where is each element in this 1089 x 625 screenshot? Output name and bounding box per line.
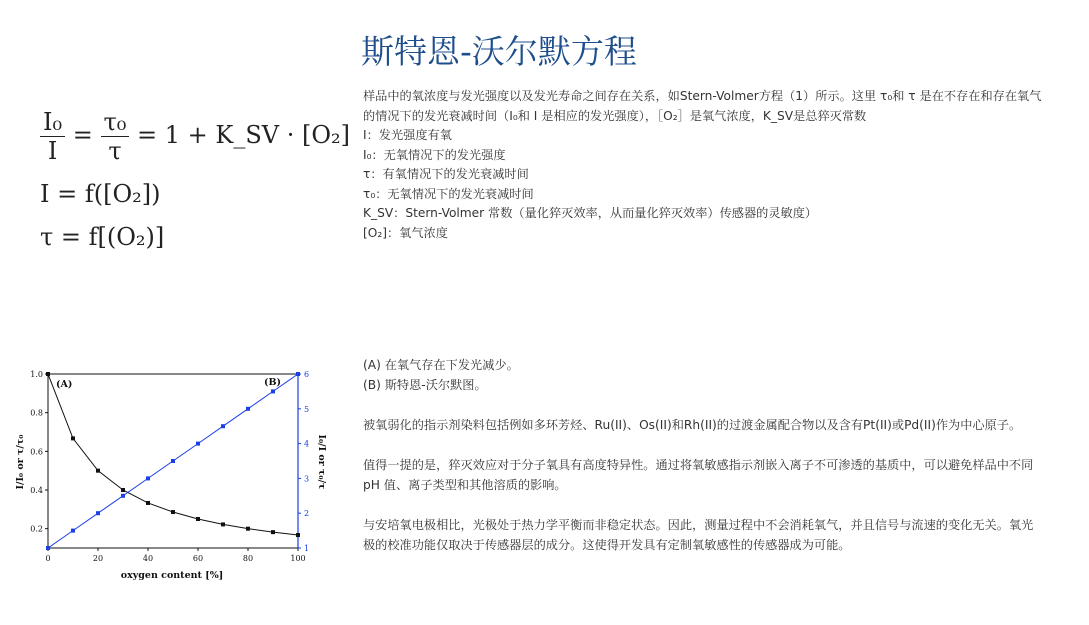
equation-3: τ = f[(O₂)] (40, 223, 165, 251)
data-point-right (46, 546, 50, 550)
left-tick-label: 0.4 (30, 486, 43, 495)
right-tick-label: 5 (304, 404, 310, 414)
definition-list (363, 126, 817, 244)
series-group (46, 372, 300, 550)
data-point-left (271, 530, 275, 534)
data-point-left (246, 527, 250, 531)
data-point-left (296, 533, 300, 537)
data-point-left (221, 522, 225, 526)
data-point-left (121, 488, 125, 492)
right-axis-label: I₀/I or τ₀/τ (316, 434, 327, 490)
data-point-left (96, 469, 100, 473)
data-point-right (196, 442, 200, 446)
left-axis-ticks (30, 370, 48, 534)
x-axis-ticks (45, 548, 305, 563)
left-tick-label: 0.8 (30, 408, 43, 418)
right-axis-ticks (298, 370, 309, 553)
equation-2: I = f([O₂]) (40, 180, 161, 208)
data-point-left (196, 517, 200, 521)
equals-sign: = (72, 121, 101, 149)
caption-b: (B) 斯特恩-沃尔默图。 (363, 378, 487, 392)
data-point-right (171, 459, 175, 463)
left-axis-label: I/I₀ or τ/τ₀ (15, 434, 26, 490)
intro-text: 样品中的氧浓度与发光强度以及发光寿命之间存在关系，如Stern-Volmer方程（1）所示。这里 τ₀和 τ 是在不存在和存在氧气的情况下的发光衰减时间（I₀和 I 是相应的发光强度），［O₂］是氧气浓度，K_SV是总猝灭常数 (363, 89, 1042, 123)
caption-a: (A) 在氧气存在下发光减少。 (363, 358, 519, 372)
intro-paragraph (363, 86, 1053, 126)
fraction-lifetime (101, 108, 130, 165)
x-tick-label: 40 (142, 554, 154, 563)
equation-1 (40, 108, 350, 165)
x-tick-label: 80 (242, 554, 254, 563)
left-tick-label: 0.6 (30, 447, 43, 457)
data-point-right (71, 529, 75, 533)
data-point-right (146, 476, 150, 480)
data-point-right (271, 389, 275, 393)
right-tick-label: 1 (304, 544, 310, 553)
data-point-right (96, 511, 100, 515)
data-point-left (46, 372, 50, 376)
definition-item: τ：有氧情况下的发光衰减时间 (363, 167, 529, 182)
definition-item: I₀：无氧情况下的发光强度 (363, 147, 506, 162)
data-point-right (221, 424, 225, 428)
notes-section (363, 355, 1043, 575)
right-tick-label: 6 (304, 370, 310, 379)
fraction-denominator: I (47, 137, 58, 165)
equation-rhs: = 1 + K_SV · [O₂] (137, 121, 351, 149)
definition-item: [O₂]：氧气浓度 (363, 225, 448, 240)
x-tick-label: 60 (192, 554, 204, 563)
right-tick-label: 4 (304, 439, 310, 449)
definition-item: K_SV：Stern-Volmer 常数（量化猝灭效率，从而量化猝灭效率）传感器的灵敏度） (363, 206, 818, 221)
data-point-right (296, 372, 300, 376)
fraction-intensity (40, 108, 65, 165)
chart-svg (14, 362, 327, 584)
quenching-paragraph: 值得一提的是，猝灭效应对于分子氧具有高度特异性。通过将氧敏感指示剂嵌入离子不可渗透的基质中，可以避免样品中不同 pH 值、离子类型和其他溶质的影响。 (363, 458, 1034, 492)
right-tick-label: 2 (304, 509, 310, 519)
panel-b-label: (B) (264, 377, 282, 388)
x-axis-label: oxygen content [%] (120, 570, 224, 581)
fraction-denominator: τ (108, 137, 122, 165)
definition-item: τ₀：无氧情况下的发光衰减时间 (363, 186, 534, 201)
fraction-numerator: I₀ (40, 108, 65, 137)
left-tick-label: 0.2 (30, 524, 43, 534)
fraction-numerator: τ₀ (101, 108, 130, 137)
data-point-left (71, 436, 75, 440)
stern-volmer-chart (14, 362, 327, 588)
data-point-right (121, 494, 125, 498)
panel-a-label: (A) (56, 379, 73, 390)
definition-item: I：发光强度有氧 (363, 128, 452, 142)
data-point-left (146, 501, 150, 505)
indicator-dyes-paragraph: 被氧弱化的指示剂染料包括例如多环芳烃、Ru(II)、Os(II)和Rh(II)的过渡金属配合物以及含有Pt(II)或Pd(II)作为中心原子。 (363, 418, 1022, 432)
left-tick-label: 1.0 (30, 370, 43, 379)
x-tick-label: 100 (290, 554, 306, 563)
x-tick-label: 0 (45, 554, 51, 563)
page-title: 斯特恩-沃尔默方程 (361, 32, 637, 71)
data-point-right (246, 407, 250, 411)
x-tick-label: 20 (92, 554, 104, 563)
optode-paragraph: 与安培氧电极相比，光极处于热力学平衡而非稳定状态。因此，测量过程中不会消耗氧气，并且信号与流速的变化无关。氧光极的校准功能仅取决于传感器层的成分。这使得开发具有定制氧敏感性的传感器成为可能。 (363, 518, 1034, 552)
data-point-left (171, 510, 175, 514)
right-tick-label: 3 (304, 474, 310, 484)
